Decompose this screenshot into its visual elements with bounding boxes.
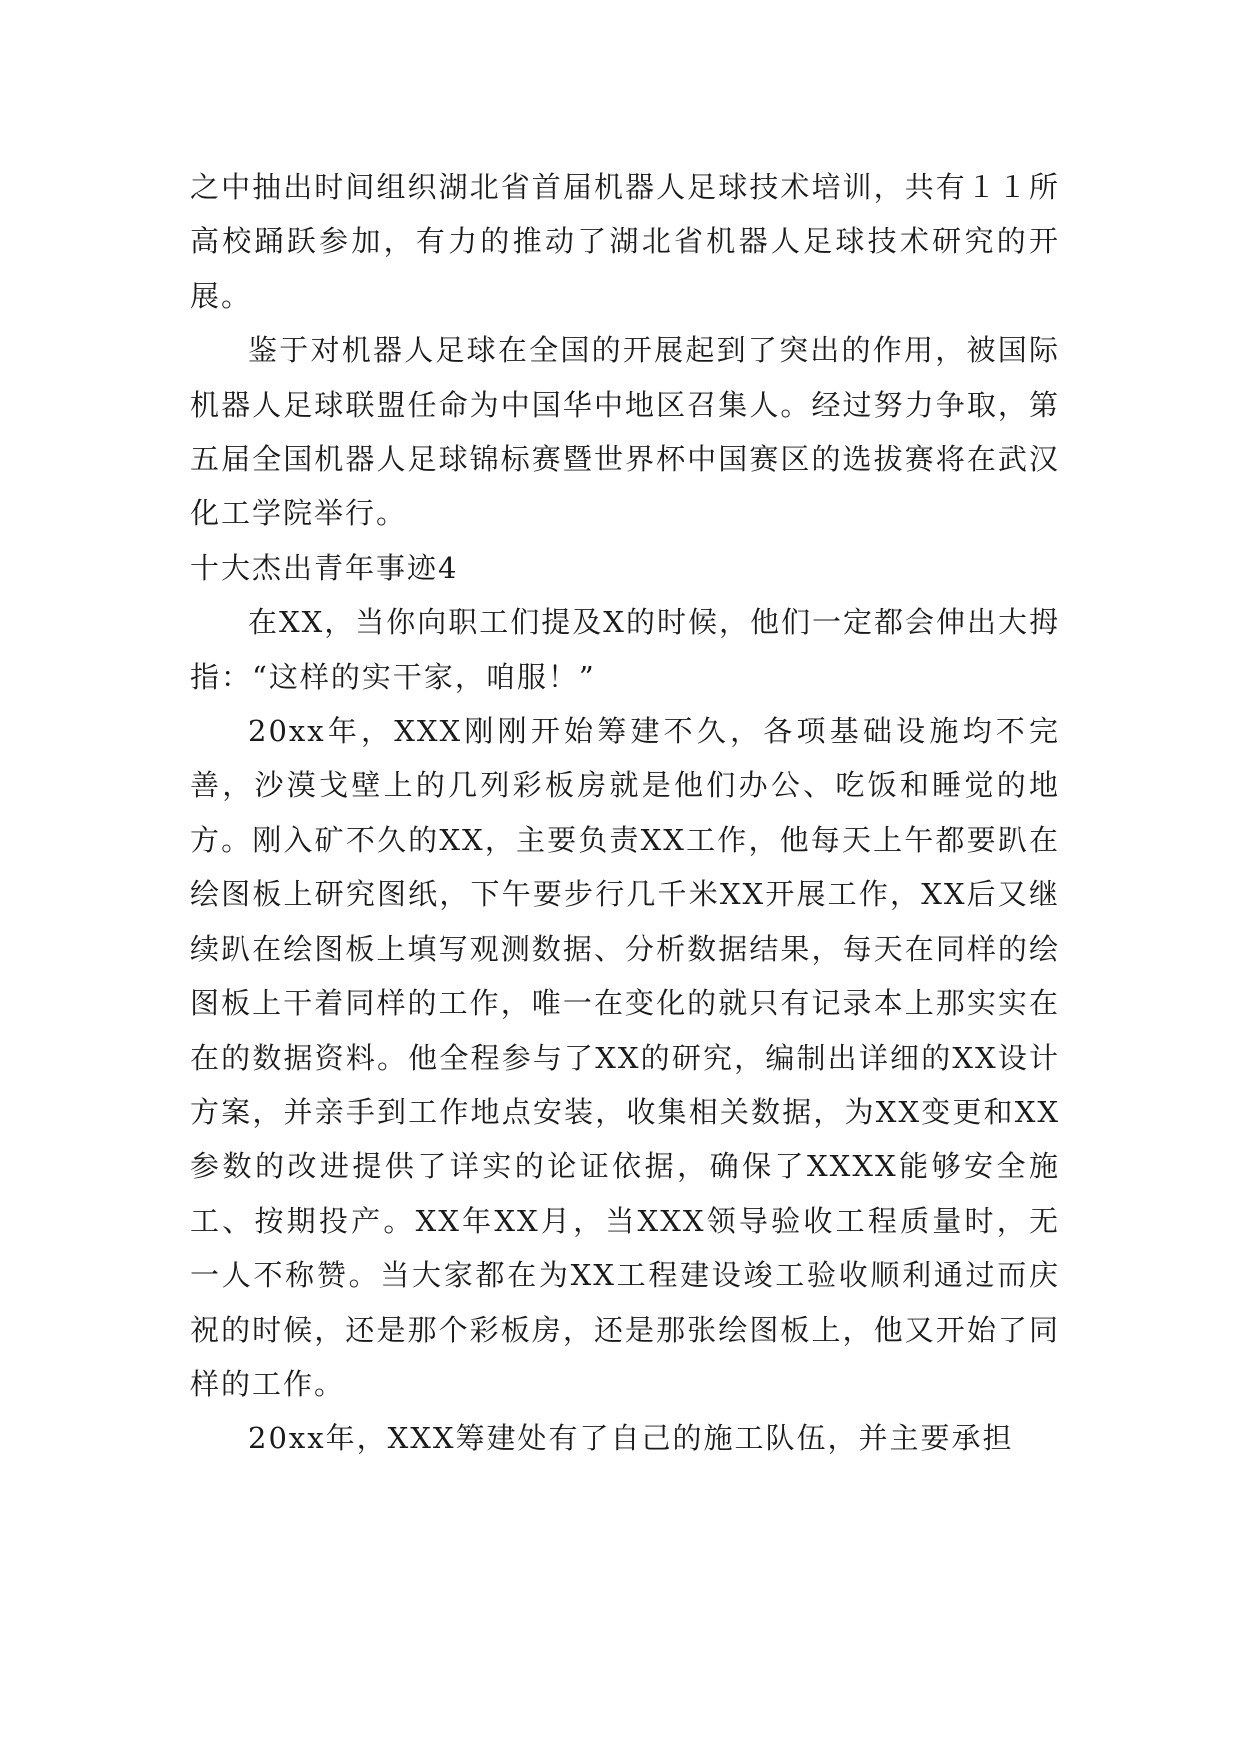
document-body [190, 160, 1060, 1466]
section-heading: 十大杰出青年事迹4 [190, 550, 459, 585]
paragraph-robot-training: 之中抽出时间组织湖北省首届机器人足球技术培训，共有１１所高校踊跃参加，有力的推动了湖北省机器人足球技术研究的开展。 [190, 170, 1060, 313]
paragraph-thumbs-up: 在XX，当你向职工们提及X的时候，他们一定都会伸出大拇指：“这样的实干家，咱服！” [190, 605, 1060, 694]
paragraph-construction-team: 20xx年，XXX筹建处有了自己的施工队伍，并主要承担 [248, 1421, 1014, 1456]
paragraph-robot-convener: 鉴于对机器人足球在全国的开展起到了突出的作用，被国际机器人足球联盟任命为中国华中地区召集人。经过努力争取，第五届全国机器人足球锦标赛暨世界杯中国赛区的选拔赛将在武汉化工学院举行。 [190, 333, 1060, 531]
paragraph-drawing-board: 20xx年，XXX刚刚开始筹建不久，各项基础设施均不完善，沙漠戈壁上的几列彩板房就是他们办公、吃饭和睡觉的地方。刚入矿不久的XX，主要负责XX工作，他每天上午都要趴在绘图板上研究图纸，下午要步行几千米XX开展工作，XX后又继续趴在绘图板上填写观测数据、分析数据结果，每天在同样的绘图板上干着同样的工作，唯一在变化的就只有记录本上那实实在在的数据资料。他全程参与了XX的研究，编制出详细的XX设计方案，并亲手到工作地点安装，收集相关数据，为XX变更和XX参数的改进提供了详实的论证依据，确保了XXXX能够安全施工、按期投产。XX年XX月，当XXX领导验收工程质量时，无一人不称赞。当大家都在为XX工程建设竣工验收顺利通过而庆祝的时候，还是那个彩板房，还是那张绘图板上，他又开始了同样的工作。 [190, 714, 1060, 1401]
